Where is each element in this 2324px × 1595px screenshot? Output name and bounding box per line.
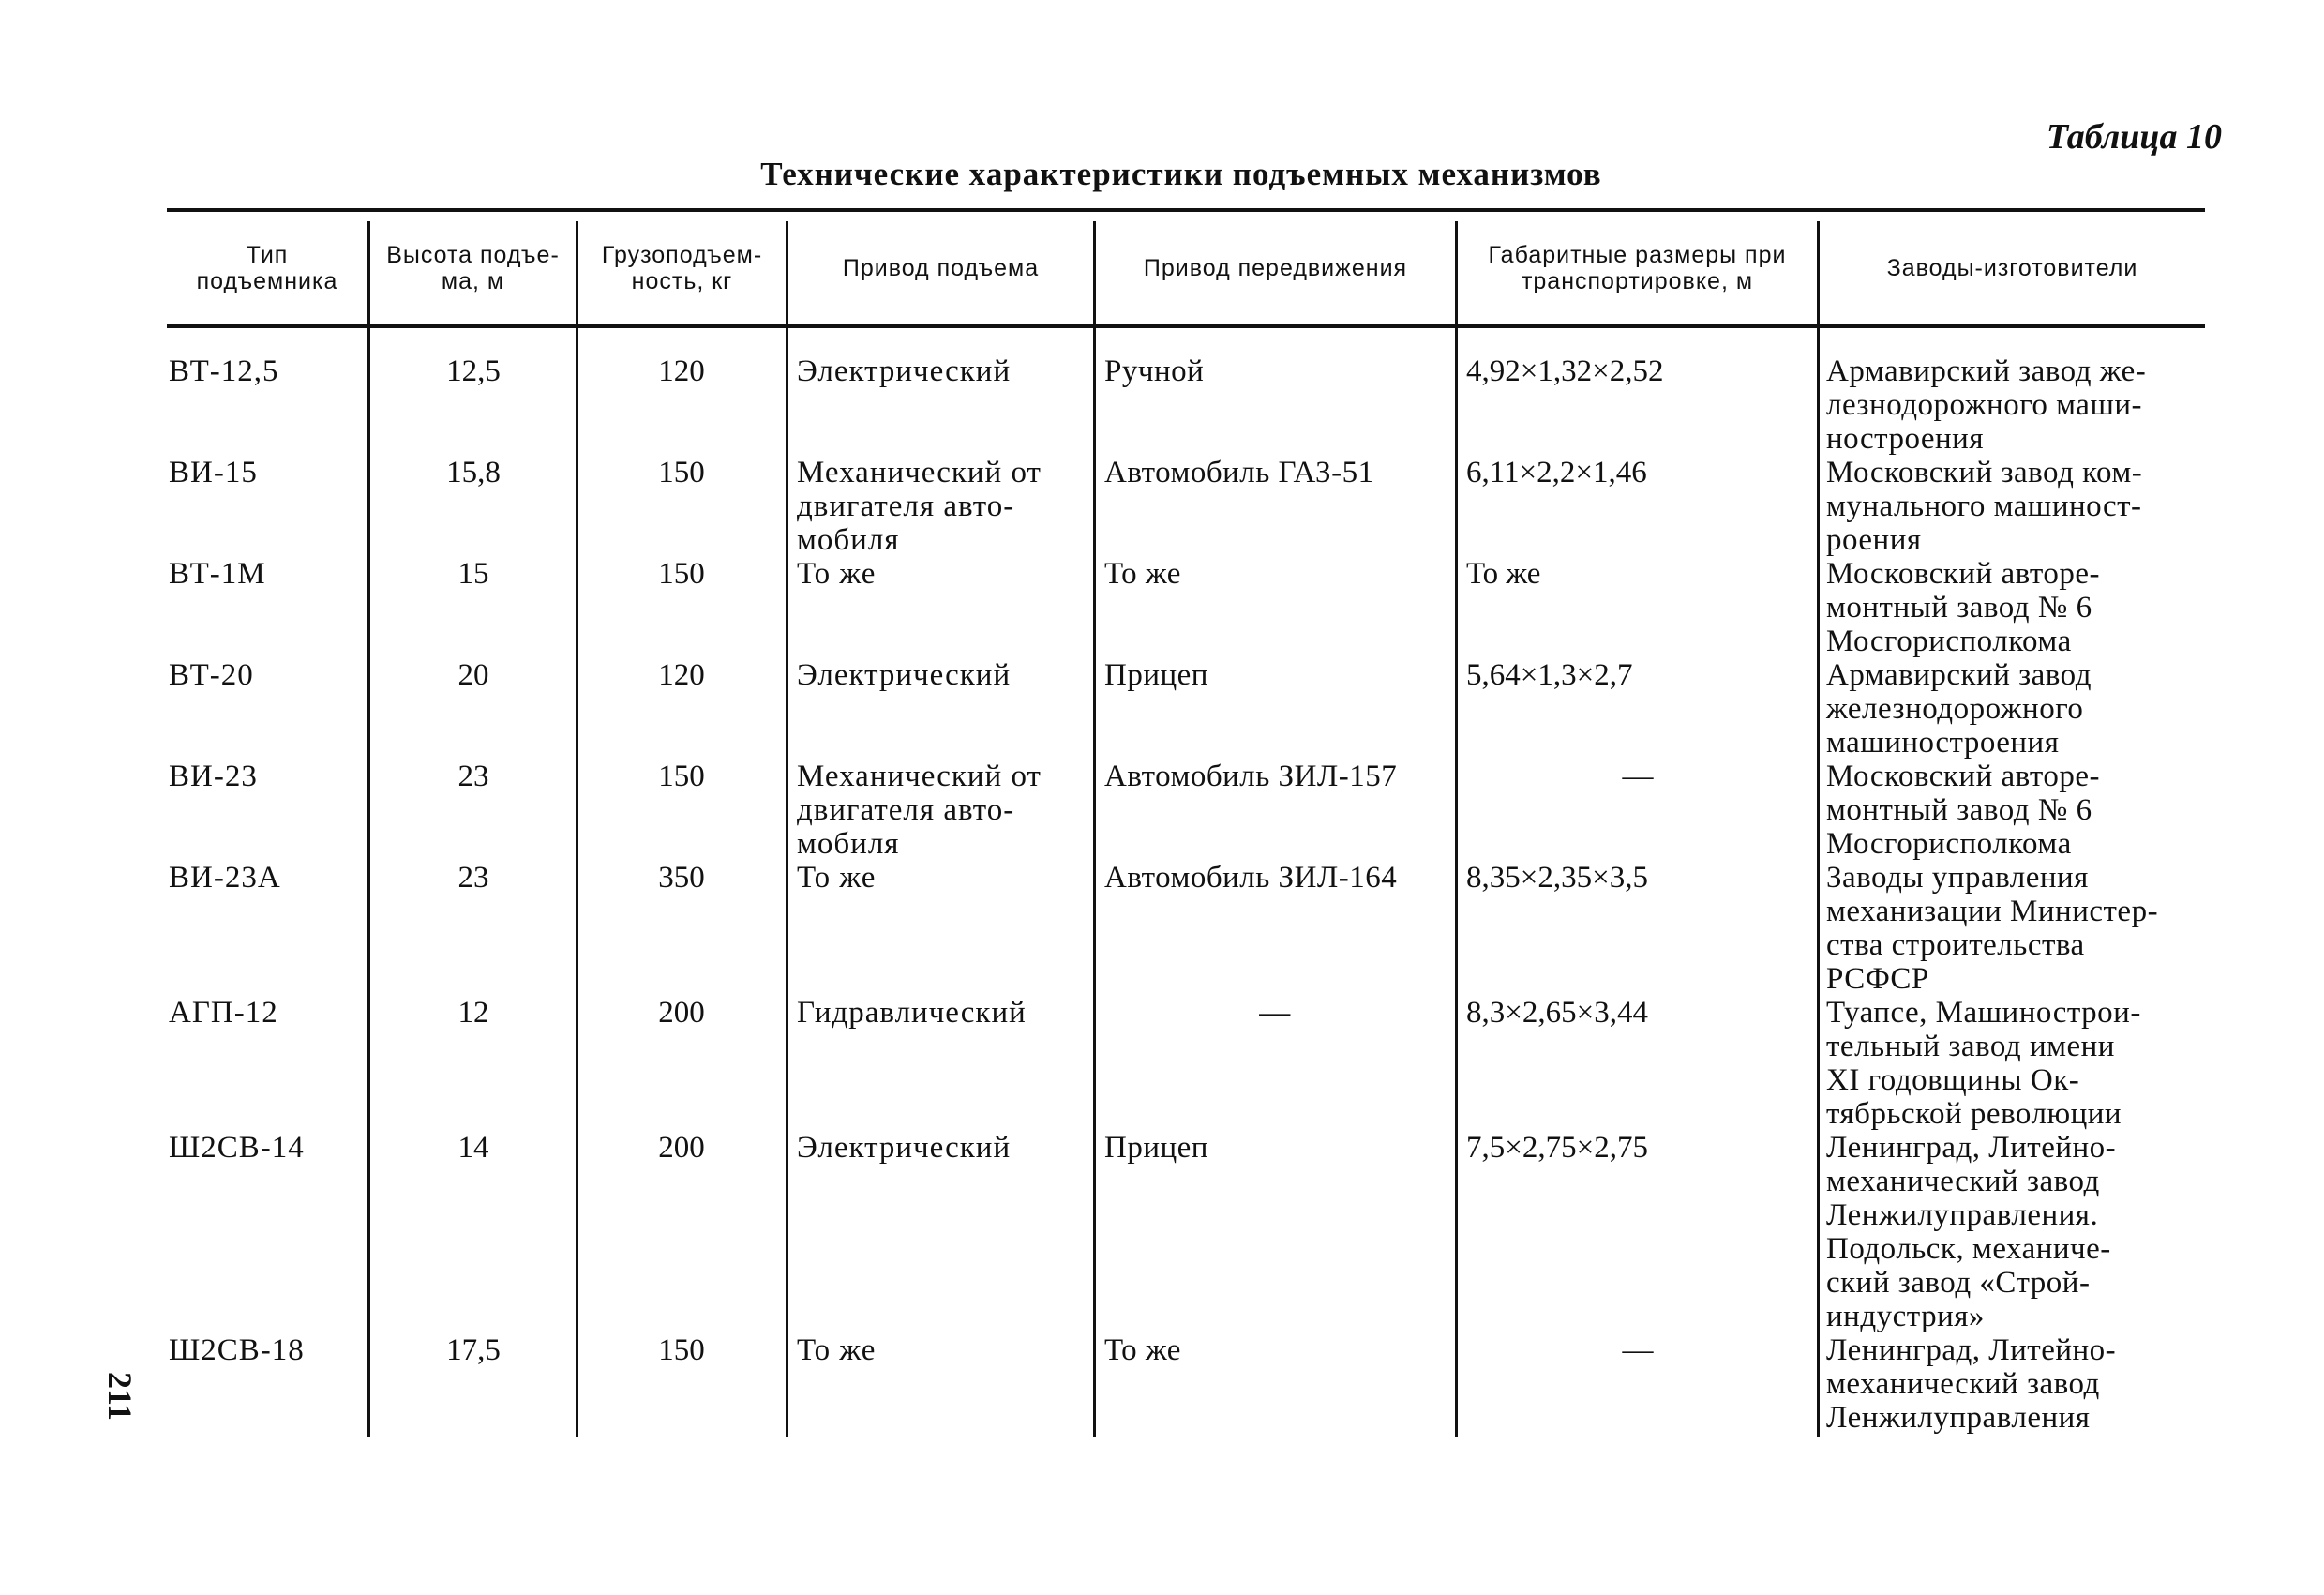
header-height: Высота подъе-ма, м <box>386 242 560 294</box>
cell-dimensions: 8,35×2,35×3,5 <box>1466 861 1648 895</box>
cell-height: 14 <box>457 1131 489 1165</box>
cell-lift-drive: Электрический <box>797 1131 1012 1165</box>
cell-manufacturer: Туапсе, Машинострои- тельный завод имени XI годовщины Ок- тябрьской революции <box>1826 996 2141 1131</box>
table-title: Технические характеристики подъемных механизмов <box>760 156 1602 192</box>
cell-height: 20 <box>457 658 489 692</box>
cell-capacity: 150 <box>658 1333 705 1367</box>
cell-dimensions: 8,3×2,65×3,44 <box>1466 996 1648 1030</box>
cell-type: АГП-12 <box>169 996 278 1030</box>
cell-manufacturer: Ленинград, Литейно- механический завод Ленжилуправления <box>1826 1333 2117 1435</box>
header-capacity: Грузоподъем-ность, кг <box>601 242 763 294</box>
cell-move-drive: Прицеп <box>1104 658 1208 692</box>
cell-move-drive: Автомобиль ЗИЛ-157 <box>1104 760 1398 793</box>
cell-capacity: 150 <box>658 557 705 591</box>
page-number: 211 <box>101 1371 140 1422</box>
header-bottom-rule <box>167 324 2205 328</box>
specs-table <box>167 208 2205 1437</box>
cell-height: 12,5 <box>446 354 501 388</box>
cell-dimensions: 7,5×2,75×2,75 <box>1466 1131 1648 1165</box>
cell-manufacturer: Заводы управления механизации Министер- ства строительства РСФСР <box>1826 861 2159 996</box>
cell-capacity: 200 <box>658 1131 705 1165</box>
cell-type: ВТ-12,5 <box>169 354 279 388</box>
cell-manufacturer: Московский завод ком- мунального машиност- роения <box>1826 456 2143 557</box>
cell-height: 12 <box>457 996 489 1030</box>
cell-move-drive: Автомобиль ГАЗ-51 <box>1104 456 1374 489</box>
cell-dimensions: 6,11×2,2×1,46 <box>1466 456 1647 489</box>
cell-dimensions: — <box>1622 1333 1654 1367</box>
cell-move-drive: Ручной <box>1104 354 1205 388</box>
column-divider <box>786 221 788 1437</box>
cell-move-drive: Автомобиль ЗИЛ-164 <box>1104 861 1398 895</box>
cell-capacity: 200 <box>658 996 705 1030</box>
cell-height: 17,5 <box>446 1333 501 1367</box>
cell-type: ВИ-23А <box>169 861 281 895</box>
column-divider <box>1817 221 1820 1437</box>
cell-height: 23 <box>457 861 489 895</box>
cell-manufacturer: Армавирский завод железнодорожного машиностроения <box>1826 658 2092 760</box>
cell-type: Ш2СВ-18 <box>169 1333 305 1367</box>
cell-manufacturer: Московский авторе- монтный завод № 6 Мосгорисполкома <box>1826 760 2101 861</box>
cell-dimensions: — <box>1622 760 1654 793</box>
column-divider <box>576 221 578 1437</box>
cell-capacity: 150 <box>658 760 705 793</box>
cell-type: ВИ-23 <box>169 760 258 793</box>
column-divider <box>1455 221 1458 1437</box>
cell-dimensions: То же <box>1466 557 1541 591</box>
cell-lift-drive: Электрический <box>797 354 1012 388</box>
cell-capacity: 350 <box>658 861 705 895</box>
cell-type: ВТ-1М <box>169 557 266 591</box>
cell-lift-drive: Гидравлический <box>797 996 1027 1030</box>
cell-height: 15 <box>457 557 489 591</box>
cell-height: 15,8 <box>446 456 501 489</box>
column-divider <box>367 221 370 1437</box>
header-type: Тип подъемника <box>196 242 338 294</box>
cell-dimensions: 4,92×1,32×2,52 <box>1466 354 1664 388</box>
header-move-drive: Привод передвижения <box>1143 255 1408 281</box>
cell-lift-drive: То же <box>797 861 877 895</box>
cell-move-drive: Прицеп <box>1104 1131 1208 1165</box>
cell-type: ВТ-20 <box>169 658 254 692</box>
cell-lift-drive: Механический от двигателя авто- мобиля <box>797 760 1042 861</box>
cell-move-drive: То же <box>1104 1333 1181 1367</box>
cell-lift-drive: То же <box>797 1333 877 1367</box>
cell-capacity: 120 <box>658 658 705 692</box>
cell-move-drive: То же <box>1104 557 1181 591</box>
cell-height: 23 <box>457 760 489 793</box>
cell-lift-drive: Механический от двигателя авто- мобиля <box>797 456 1042 557</box>
cell-lift-drive: Электрический <box>797 658 1012 692</box>
cell-manufacturer: Московский авторе- монтный завод № 6 Мосгорисполкома <box>1826 557 2101 658</box>
cell-type: Ш2СВ-14 <box>169 1131 305 1165</box>
cell-capacity: 150 <box>658 456 705 489</box>
cell-manufacturer: Ленинград, Литейно- механический завод Ленжилуправления. Подольск, механиче- ский завод «Строй- индустрия» <box>1826 1131 2117 1333</box>
header-dimensions: Габаритные размеры при транспортировке, м <box>1488 242 1787 294</box>
header-manufacturers: Заводы-изготовители <box>1886 255 2138 281</box>
table-number-label: Таблица 10 <box>2046 117 2222 157</box>
header-lift-drive: Привод подъема <box>842 255 1040 281</box>
cell-capacity: 120 <box>658 354 705 388</box>
cell-lift-drive: То же <box>797 557 877 591</box>
cell-type: ВИ-15 <box>169 456 258 489</box>
cell-manufacturer: Армавирский завод же- лезнодорожного маши- ностроения <box>1826 354 2147 456</box>
cell-dimensions: 5,64×1,3×2,7 <box>1466 658 1633 692</box>
cell-move-drive: — <box>1259 996 1291 1030</box>
